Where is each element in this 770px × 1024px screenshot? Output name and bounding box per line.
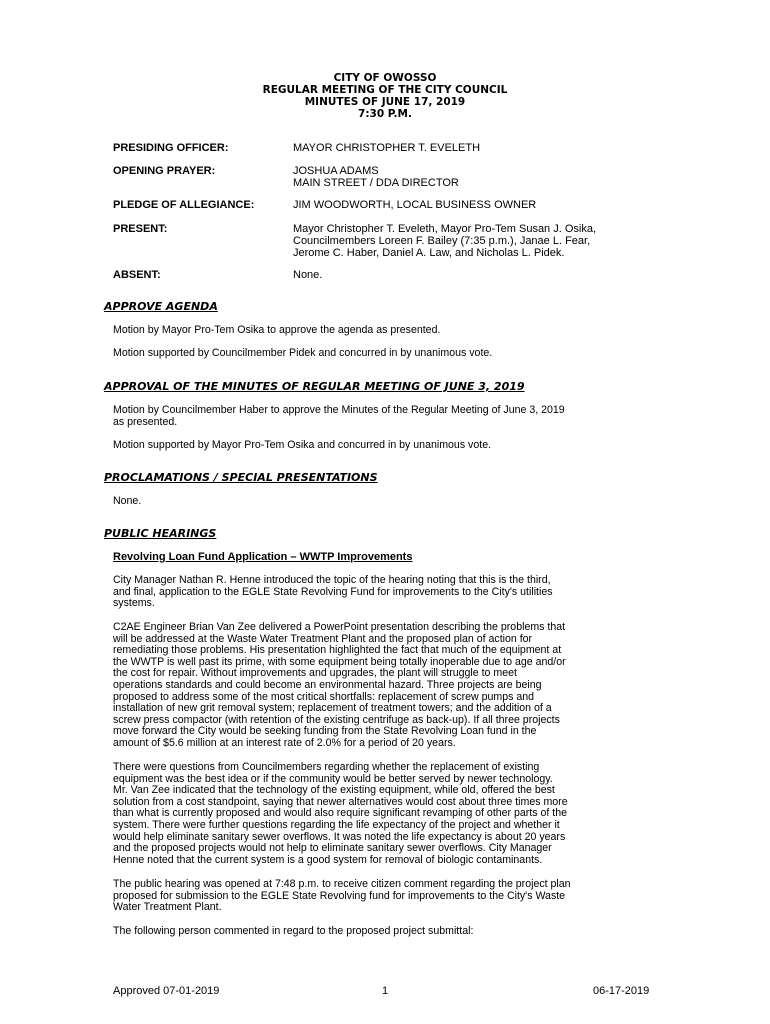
text-line: screw press compactor (with retention of the existing centrifuge as back-up). If all three projects bbox=[113, 713, 560, 726]
hearing-paragraph-3 bbox=[113, 762, 658, 866]
text-line: Motion by Councilmember Haber to approve the Minutes of the Regular Meeting of June 3, 2019 bbox=[113, 404, 565, 416]
text-line: operations standards and could become an environmental hazard. Three projects are being bbox=[113, 678, 542, 691]
text-line: proposed for submission to the EGLE State Revolving fund for improvements to the City's Waste bbox=[113, 889, 566, 902]
text-line: the WWTP is well past its prime, with some equipment being totally inoperable due to age and/or bbox=[113, 655, 566, 668]
text-line: The following person commented in regard to the proposed project submittal: bbox=[113, 925, 474, 937]
meeting-title: REGULAR MEETING OF THE CITY COUNCIL bbox=[262, 84, 508, 96]
hearing-paragraph-2 bbox=[113, 622, 658, 750]
text-line: Henne noted that the current system is a good system for removal of biologic contaminants. bbox=[113, 853, 543, 866]
agenda-support bbox=[113, 348, 658, 360]
opening-prayer-name: JOSHUA ADAMS bbox=[293, 165, 379, 177]
text-line: move forward the City would be seeking funding from the State Revolving Loan fund in the bbox=[113, 725, 537, 738]
presiding-officer-value: MAYOR CHRISTOPHER T. EVELETH bbox=[293, 142, 481, 154]
hearing-paragraph-1 bbox=[113, 575, 658, 610]
pledge-label: PLEDGE OF ALLEGIANCE: bbox=[113, 199, 255, 211]
proclamations-body bbox=[113, 496, 658, 508]
text-line: will be addressed at the Waste Water Treatment Plant and the proposed plan of action for bbox=[113, 632, 533, 645]
text-line: system. There were further questions regarding the life expectancy of the project and whether it bbox=[113, 818, 560, 831]
meeting-time: 7:30 P.M. bbox=[358, 108, 412, 120]
text-line: Motion supported by Councilmember Pidek and concurred in by unanimous vote. bbox=[113, 347, 493, 359]
hearing-subtitle: Revolving Loan Fund Application – WWTP Improvements bbox=[113, 551, 413, 563]
text-line: solution from a cost standpoint, saying that newer alternatives would cost about three times more bbox=[113, 795, 568, 808]
text-line: and the proposed projects would not help to eliminate sanitary sewer overflows. City Manager bbox=[113, 842, 552, 855]
present-label: PRESENT: bbox=[113, 223, 168, 235]
text-line: Mr. Van Zee indicated that the technology of the existing equipment, while old, offered the best bbox=[113, 784, 555, 797]
text-line: would help eliminate sanitary sewer overflows. It was noted the life expectancy is about 20 years bbox=[113, 830, 566, 843]
footer-approved: Approved 07-01-2019 bbox=[113, 985, 220, 997]
text-line: remediating those problems. His presentation highlighted the fact that much of the equipment at bbox=[113, 644, 562, 657]
text-line: the cost for repair. Without improvements and upgrades, the plant will struggle to meet bbox=[113, 667, 517, 680]
section-title-public-hearings: PUBLIC HEARINGS bbox=[104, 527, 217, 540]
present-line: Councilmembers Loreen F. Bailey (7:35 p.m.), Janae L. Fear, bbox=[293, 235, 591, 247]
text-line: C2AE Engineer Brian Van Zee delivered a PowerPoint presentation describing the problems that bbox=[113, 621, 566, 633]
text-line: and final, application to the EGLE State Revolving Fund for improvements to the City's utilities bbox=[113, 585, 553, 598]
pledge-value: JIM WOODWORTH, LOCAL BUSINESS OWNER bbox=[293, 199, 537, 211]
text-line: The public hearing was opened at 7:48 p.m. to receive citizen comment regarding the project plan bbox=[113, 878, 571, 890]
absent-label: ABSENT: bbox=[113, 269, 161, 281]
agenda-motion bbox=[113, 325, 658, 337]
text-line: proposed to address some of the most critical shortfalls: replacement of screw pumps and bbox=[113, 690, 535, 703]
text-line: Motion supported by Mayor Pro-Tem Osika and concurred in by unanimous vote. bbox=[113, 439, 492, 451]
text-line: None. bbox=[113, 495, 142, 507]
text-line: Motion by Mayor Pro-Tem Osika to approve the agenda as presented. bbox=[113, 324, 441, 336]
text-line: equipment was the best idea or if the community would be better served by newer technology. bbox=[113, 772, 553, 785]
section-title-approve-agenda: APPROVE AGENDA bbox=[104, 300, 218, 313]
text-line: installation of new grit removal system; replacement of treatment towers; and the addition of a bbox=[113, 702, 552, 715]
text-line: amount of $5.6 million at an interest rate of 2.0% for a period of 20 years. bbox=[113, 736, 456, 749]
section-title-proclamations: PROCLAMATIONS / SPECIAL PRESENTATIONS bbox=[104, 471, 378, 484]
minutes-support bbox=[113, 440, 658, 452]
section-title-approval-minutes: APPROVAL OF THE MINUTES OF REGULAR MEETING OF JUNE 3, 2019 bbox=[104, 380, 525, 393]
text-line: City Manager Nathan R. Henne introduced the topic of the hearing noting that this is the third, bbox=[113, 574, 551, 586]
footer-meeting-date: 06-17-2019 bbox=[593, 985, 650, 997]
text-line: Water Treatment Plant. bbox=[113, 901, 222, 914]
absent-value: None. bbox=[293, 269, 323, 281]
present-line: Jerome C. Haber, Daniel A. Law, and Nicholas L. Pidek. bbox=[293, 247, 565, 259]
opening-prayer-label: OPENING PRAYER: bbox=[113, 165, 216, 177]
city-name: CITY OF OWOSSO bbox=[333, 72, 437, 84]
footer-page-number: 1 bbox=[382, 985, 389, 997]
hearing-paragraph-5 bbox=[113, 926, 658, 938]
minutes-motion bbox=[113, 405, 658, 428]
present-line: Mayor Christopher T. Eveleth, Mayor Pro-Tem Susan J. Osika, bbox=[293, 223, 597, 235]
opening-prayer-title: MAIN STREET / DDA DIRECTOR bbox=[293, 177, 459, 189]
minutes-date: MINUTES OF JUNE 17, 2019 bbox=[304, 96, 466, 108]
text-line: as presented. bbox=[113, 415, 178, 428]
text-line: systems. bbox=[113, 597, 155, 610]
presiding-officer-label: PRESIDING OFFICER: bbox=[113, 142, 229, 154]
text-line: There were questions from Councilmembers regarding whether the replacement of existing bbox=[113, 761, 540, 773]
hearing-paragraph-4 bbox=[113, 879, 658, 914]
text-line: than what is currently proposed and would also require significant revamping of other parts of the bbox=[113, 807, 568, 820]
